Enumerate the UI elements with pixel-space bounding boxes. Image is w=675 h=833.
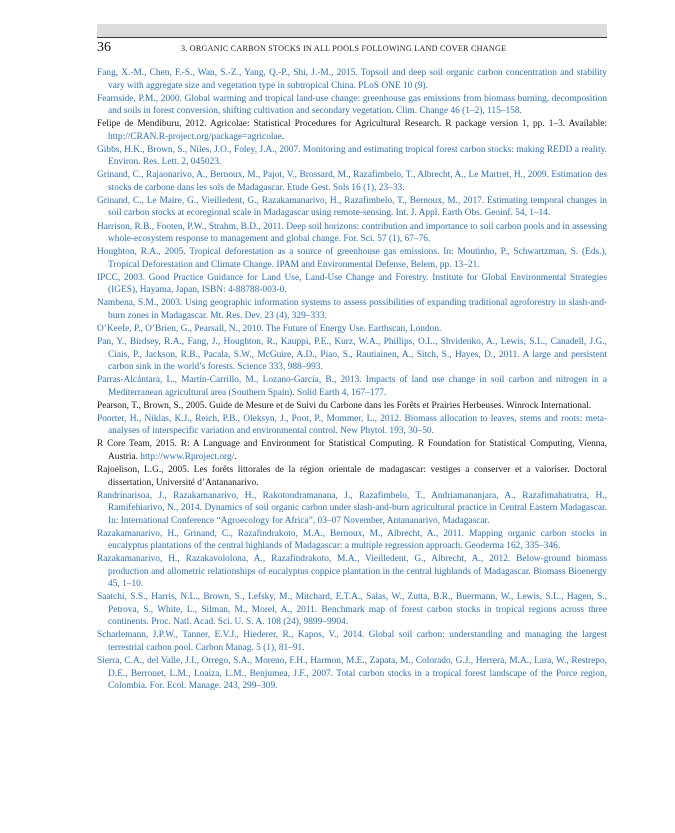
reference-text: Gibbs, H.K., Brown, S., Niles, J.O., Foley, J.A., 2007. Monitoring and estimating tropical forest carbon stocks: making REDD a reality. Environ. Res. Lett. 2, 045023.: [97, 144, 607, 168]
reference-entry[interactable]: [97, 323, 607, 336]
reference-entry[interactable]: [97, 93, 607, 118]
reference-text: Harrison, R.B., Footen, P.W., Strahm, B.D., 2011. Deep soil horizons: contribution and importance to soil carbon pools and in assessing whole-ecosystem response to management and global change. For. Sci. 57 (1), 67–76.: [97, 221, 607, 245]
reference-entry[interactable]: [97, 297, 607, 322]
reference-text: Randrinarisoa, J., Razakamanarivo, H., Rakotondramanana, J., Razafimbelo, T., Andriamananjara, A., Razafimahatratra, H., Ramifehiarivo, N., 2014. Dynamics of soil organic carbon under slash-and-burn agricultural practice in Central Eastern Madagascar. In: International Conference “Agroecology for Africa”, 03–07 November, Antananarivo, Madagascar.: [97, 490, 607, 526]
reference-text: Sierra, C.A., del Valle, J.I., Orrego, S.A., Moreno, F.H., Harmon, M.E., Zapata, M., Colorado, G.J., Herrera, M.A., Lara, W., Restrepo, D.E., Berrouet, L.M., Loaiza, L.M., Benjumea, J.F., 2007. Total carbon stocks in a tropical forest landscape of the Porce region, Colombia. For. Ecol. Manage. 243, 299–309.: [97, 656, 607, 692]
reference-entry[interactable]: [97, 195, 607, 220]
reference-entry: [97, 464, 607, 489]
reference-entry: [97, 400, 607, 413]
page-number: 36: [97, 40, 111, 55]
reference-text: Rajoelison, L.G., 2005. Les forêts littorales de la région orientale de madagascar: vestiges a conserver et a valoriser. Doctoral dissertation, Université d’Antananarivo.: [97, 465, 607, 488]
reference-entry[interactable]: [97, 528, 607, 553]
header-band: [97, 24, 607, 37]
reference-entry[interactable]: [97, 629, 607, 654]
reference-text: IPCC, 2003. Good Practice Guidance for Land Use, Land-Use Change and Forestry. Institute for Global Environmental Strategies (IGES), Hayama, Japan, ISBN: 4-88788-003-0.: [97, 272, 607, 296]
reference-entry[interactable]: [97, 246, 607, 271]
reference-text: R Core Team, 2015. R: A Language and Environment for Statistical Computing. R Foundation for Statistical Computing, Vienna, Austria.: [97, 439, 607, 462]
reference-entry[interactable]: [97, 413, 607, 438]
reference-text: Pearson, T., Brown, S., 2005. Guide de Mesure et de Suivi du Carbone dans les Forêts et Prairies Herbeuses. Winrock International.: [97, 400, 592, 411]
reference-entry[interactable]: [97, 336, 607, 374]
reference-entry: [97, 118, 607, 143]
reference-entry[interactable]: [97, 655, 607, 693]
reference-url-link[interactable]: http://CRAN.R-project.org/package=agricolae: [108, 131, 282, 142]
reference-trailing-punctuation: .: [281, 131, 285, 142]
reference-text: Grinand, C., Le Maire, G., Vieilledent, G., Razakamanarivo, H., Razafimbelo, T., Bernoux, M., 2017. Estimating temporal changes in soil carbon stocks at ecoregional scale in Madagascar using remote-sensing. Int. J. Appl. Earth Obs. Geoinf. 54, 1–14.: [97, 195, 607, 219]
reference-text: Razakamanarivo, H., Grinand, C., Razafindrakoto, M.A., Bernoux, M., Albrecht, A., 2011. Mapping organic carbon stocks in eucalyptus plantations of the central highlands of Madagascar: a multiple regression approach. Geoderma 162, 335–346.: [97, 528, 607, 552]
reference-entry[interactable]: [97, 169, 607, 194]
reference-entry[interactable]: [97, 591, 607, 629]
header-rule: [97, 37, 607, 38]
reference-text: Saatchi, S.S., Harris, N.L., Brown, S., Lefsky, M., Mitchard, E.T.A., Salas, W., Zutta, B.R., Buermann, W., Lewis, S.L., Hagen, S., Petrova, S., White, L., Silman, M., Morel, A., 2011. Benchmark map of forest carbon stocks in tropical regions across three continents. Proc. Natl. Acad. Sci. U. S. A. 108 (24), 9899–9904.: [97, 592, 607, 628]
reference-text: Pan, Y., Birdsey, R.A., Fang, J., Houghton, R., Kauppi, P.E., Kurz, W.A., Phillips, O.L., Shvidenko, A., Lewis, S.L., Canadell, J.G., Ciais, P., Jackson, R.B., Pacala, S.W., McGuire, A.D., Piao, S., Rautiainen, A., Sitch, S., Hayes, D., 2011. A large and persistent carbon sink in the world’s forests. Science 333, 988–993.: [97, 337, 607, 373]
reference-text: Razakamanarivo, H., Razakavololona, A., Razafindrakoto, M.A., Vieilledent, G., Albrecht, A., 2012. Below-ground biomass production and allometric relationships of eucalyptus coppice plantation in the central highlands of Madagascar. Biomass Bioenergy 45, 1–10.: [97, 554, 607, 590]
reference-text: Poorter, H., Niklas, K.J., Reich, P.B., Oleksyn, J., Poot, P., Mommer, L., 2012. Biomass allocation to leaves, stems and roots: meta-analyses of interspecific variation and environmental control. New Phytol. 193, 30–50.: [97, 413, 607, 437]
reference-entry[interactable]: [97, 553, 607, 591]
reference-text: Fang, X.-M., Chen, F.-S., Wan, S.-Z., Yang, Q.-P., Shi, J.-M., 2015. Topsoil and deep soil organic carbon concentration and stability vary with aggregate size and vegetation type in subtropical China. PLoS ONE 10 (9).: [97, 68, 607, 91]
reference-entry[interactable]: [97, 144, 607, 169]
reference-entry[interactable]: [97, 67, 607, 92]
reference-url-link[interactable]: http://www.Rproject.org/: [140, 451, 235, 462]
reference-text: Felipe de Mendiburu, 2012. Agricolae: Statistical Procedures for Agricultural Research. R package version 1, pp. 1–3. Available:: [97, 119, 607, 130]
reference-entry[interactable]: [97, 374, 607, 399]
reference-entry[interactable]: [97, 490, 607, 528]
reference-entry[interactable]: [97, 272, 607, 297]
reference-text: Scharlemann, J.P.W., Tanner, E.V.J., Hiederer, R., Kapos, V., 2014. Global soil carbon: understanding and managing the largest terrestrial carbon pool. Carbon Manag. 5 (1), 81–91.: [97, 630, 607, 653]
reference-text: Houghton, R.A., 2005. Tropical deforestation as a source of greenhouse gas emissions. In: Moutinho, P., Schwartzman, S. (Eds.), Tropical Deforestation and Climate Change. IPAM and Environmental Defense, Belem, pp. 13–21.: [97, 247, 607, 270]
reference-list: [97, 67, 607, 693]
reference-text: O’Keefe, P., O’Brien, G., Pearsall, N., 2010. The Future of Energy Use. Earthscan, London.: [97, 323, 442, 334]
reference-entry[interactable]: [97, 221, 607, 246]
reference-entry: [97, 438, 607, 463]
reference-text: Parras-Alcántara, L., Martín-Carrillo, M., Lozano-García, B., 2013. Impacts of land use change in soil carbon and nitrogen in a Mediterranean agricultural area (Southern Spain). Solid Earth 4, 167–177.: [97, 375, 607, 398]
reference-trailing-punctuation: .: [234, 451, 237, 462]
running-head: 3. ORGANIC CARBON STOCKS IN ALL POOLS FOLLOWING LAND COVER CHANGE: [181, 44, 507, 53]
reference-text: Grinand, C., Rajaonarivo, A., Bernoux, M., Pajot, V., Brossard, M., Razafimbelo, T., Albrecht, A., Le Martret, H., 2009. Estimation des stocks de carbone dans les sols de Madagascar. Etude Gest. Sols 16 (1), 23–33.: [97, 170, 607, 193]
reference-text: Fearnside, P.M., 2000. Global warming and tropical land-use change: greenhouse gas emissions from biomass burning, decomposition and soils in forest conversion, shifting cultivation and secondary vegetation. Clim. Change 46 (1–2), 115–158.: [97, 93, 607, 117]
reference-text: Nambena, S.M., 2003. Using geographic information systems to assess possibilities of expanding traditional agroforestry in slash-and-burn zones in Madagascar. Mt. Res. Dev. 23 (4), 329–333.: [97, 298, 607, 321]
